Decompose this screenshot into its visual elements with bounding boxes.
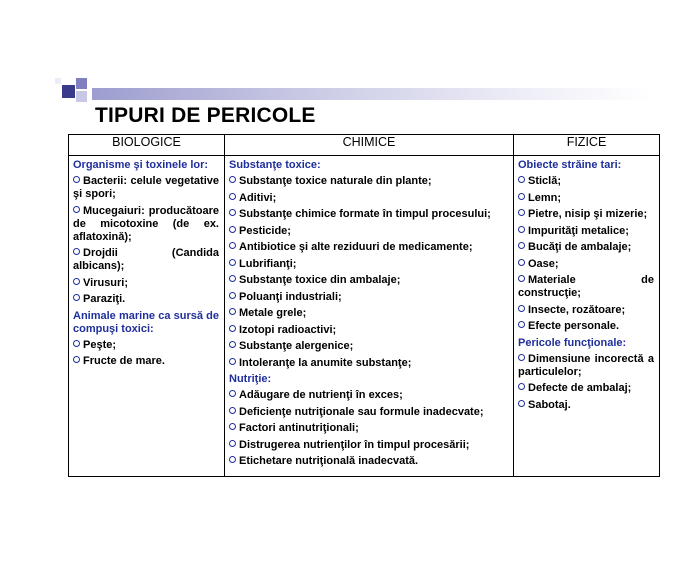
list-item-text: Intoleranţe la anumite substanţe; <box>239 356 412 369</box>
list-item <box>229 241 508 254</box>
list-item <box>229 274 508 287</box>
bullet-icon <box>229 407 236 414</box>
bullet-icon <box>229 259 236 266</box>
list-item-text: Defecte de ambalaj; <box>528 382 632 394</box>
list-item-text: Materiale de construcţie; <box>518 274 654 299</box>
bullet-icon <box>518 354 525 361</box>
column-header-chimice: CHIMICE <box>225 135 514 156</box>
decor-square-light <box>76 91 87 102</box>
list-item <box>229 225 508 238</box>
subheading: Nutriţie: <box>229 373 272 385</box>
bullet-icon <box>518 242 525 249</box>
content-row <box>69 156 660 477</box>
bullet-icon <box>518 275 525 282</box>
bullet-icon <box>229 341 236 348</box>
list-item-text: Lemn; <box>528 191 561 204</box>
list-item-text: Dimensiune incorectă a particulelor; <box>518 352 654 378</box>
list-item <box>518 353 654 379</box>
item-list <box>518 175 654 333</box>
bullet-icon <box>73 356 80 363</box>
list-item-text: Paraziţi. <box>83 293 126 305</box>
list-item <box>229 455 508 468</box>
title-decoration <box>52 77 662 107</box>
item-list <box>229 389 508 468</box>
decor-square-mid <box>76 78 87 89</box>
item-list <box>73 339 219 369</box>
bullet-icon <box>229 176 236 183</box>
bullet-icon <box>518 209 525 216</box>
list-item-text: Oase; <box>528 257 559 270</box>
list-item-text: Mucegaiuri: producătoare de micotoxine (de ex. aflatoxină); <box>73 204 219 243</box>
bullet-icon <box>229 423 236 430</box>
bullet-icon <box>229 193 236 200</box>
bullet-icon <box>229 292 236 299</box>
list-item <box>229 357 508 370</box>
list-item-text: Poluanţi industriali; <box>239 290 342 303</box>
list-item <box>518 399 654 412</box>
list-item <box>518 258 654 271</box>
list-item <box>518 382 654 395</box>
list-item-text: Pietre, nisip şi mizerie; <box>528 208 648 220</box>
list-item-text: Izotopi radioactivi; <box>239 323 337 336</box>
list-item-text: Pesticide; <box>239 224 291 237</box>
list-item <box>229 422 508 435</box>
list-item-text: Bucăţi de ambalaje; <box>528 241 632 253</box>
subheading: Obiecte străine tari: <box>518 159 622 171</box>
bullet-icon <box>229 308 236 315</box>
bullet-icon <box>229 325 236 332</box>
list-item-text: Deficienţe nutriţionale sau formule inadecvate; <box>239 405 484 418</box>
list-item <box>518 208 654 221</box>
bullet-icon <box>229 226 236 233</box>
list-item <box>229 324 508 337</box>
list-item-text: Distrugerea nutrienţilor în timpul procesării; <box>239 438 470 451</box>
list-item-text: Bacterii: celule vegetative şi spori; <box>73 175 219 200</box>
item-list <box>73 175 219 306</box>
list-item <box>229 406 508 419</box>
list-item <box>229 307 508 320</box>
list-item <box>229 389 508 402</box>
bullet-icon <box>73 294 80 301</box>
list-item-text: Impurităţi metalice; <box>528 224 629 237</box>
column-header-fizice: FIZICE <box>514 135 660 156</box>
bullet-icon <box>229 275 236 282</box>
bullet-icon <box>518 176 525 183</box>
list-item <box>229 258 508 271</box>
item-list <box>229 175 508 370</box>
list-item-text: Aditivi; <box>239 191 277 204</box>
list-item <box>73 175 219 201</box>
bullet-icon <box>518 321 525 328</box>
subheading: Pericole funcţionale: <box>518 336 627 349</box>
list-item <box>73 277 219 290</box>
decor-square-dark <box>62 85 75 98</box>
list-item <box>518 304 654 317</box>
list-item-text: Factori antinutriţionali; <box>239 422 359 434</box>
bullet-icon <box>518 383 525 390</box>
list-item <box>518 192 654 205</box>
bullet-icon <box>229 390 236 397</box>
list-item <box>518 241 654 254</box>
list-item <box>73 247 219 273</box>
bullet-icon <box>73 340 80 347</box>
list-item-text: Virusuri; <box>83 276 129 289</box>
list-item-text: Efecte personale. <box>528 320 620 332</box>
bullet-icon <box>73 206 80 213</box>
list-item-text: Antibiotice şi alte reziduuri de medicamente; <box>239 241 473 253</box>
bullet-icon <box>229 242 236 249</box>
list-item <box>518 225 654 238</box>
list-item <box>229 340 508 353</box>
subheading: Substanţe toxice: <box>229 159 321 171</box>
bullet-icon <box>518 305 525 312</box>
list-item-text: Adăugare de nutrienţi în exces; <box>239 389 403 401</box>
subheading: Animale marine ca sursă de compuşi toxici: <box>73 309 219 335</box>
list-item-text: Substanţe toxice naturale din plante; <box>239 175 432 187</box>
list-item-text: Insecte, rozătoare; <box>528 303 626 316</box>
list-item-text: Substanţe alergenice; <box>239 340 354 352</box>
list-item-text: Lubrifianţi; <box>239 257 297 270</box>
column-header-biologice: BIOLOGICE <box>69 135 225 156</box>
list-item <box>518 320 654 333</box>
page-title: TIPURI DE PERICOLE <box>95 104 316 127</box>
list-item-text: Peşte; <box>83 338 117 351</box>
bullet-icon <box>229 456 236 463</box>
column-biologice <box>69 156 225 477</box>
bullet-icon <box>73 176 80 183</box>
bullet-icon <box>73 248 80 255</box>
bullet-icon <box>518 259 525 266</box>
bullet-icon <box>518 226 525 233</box>
decor-gradient-bar <box>92 88 652 100</box>
list-item-text: Etichetare nutriţională inadecvată. <box>239 455 419 467</box>
list-item-text: Metale grele; <box>239 307 307 319</box>
list-item-text: Sabotaj. <box>528 398 571 411</box>
list-item-text: Drojdii (Candida albicans); <box>73 247 219 272</box>
list-item <box>73 293 219 306</box>
bullet-icon <box>73 278 80 285</box>
list-item <box>73 339 219 352</box>
bullet-icon <box>229 209 236 216</box>
list-item <box>73 205 219 244</box>
hazard-table <box>68 134 660 477</box>
list-item <box>73 355 219 368</box>
bullet-icon <box>518 193 525 200</box>
bullet-icon <box>518 400 525 407</box>
list-item <box>229 439 508 452</box>
list-item <box>229 208 508 221</box>
header-row <box>69 135 660 156</box>
bullet-icon <box>229 440 236 447</box>
bullet-icon <box>229 358 236 365</box>
list-item <box>229 291 508 304</box>
list-item <box>518 274 654 300</box>
list-item-text: Substanţe toxice din ambalaje; <box>239 274 401 286</box>
list-item <box>518 175 654 188</box>
list-item <box>229 175 508 188</box>
decor-square-pale <box>55 78 61 84</box>
item-list <box>518 353 654 412</box>
list-item-text: Sticlă; <box>528 175 562 187</box>
column-chimice <box>225 156 514 477</box>
subheading: Organisme şi toxinele lor: <box>73 159 209 171</box>
list-item <box>229 192 508 205</box>
list-item-text: Fructe de mare. <box>83 355 165 367</box>
column-fizice <box>514 156 660 477</box>
list-item-text: Substanţe chimice formate în timpul procesului; <box>239 208 491 220</box>
